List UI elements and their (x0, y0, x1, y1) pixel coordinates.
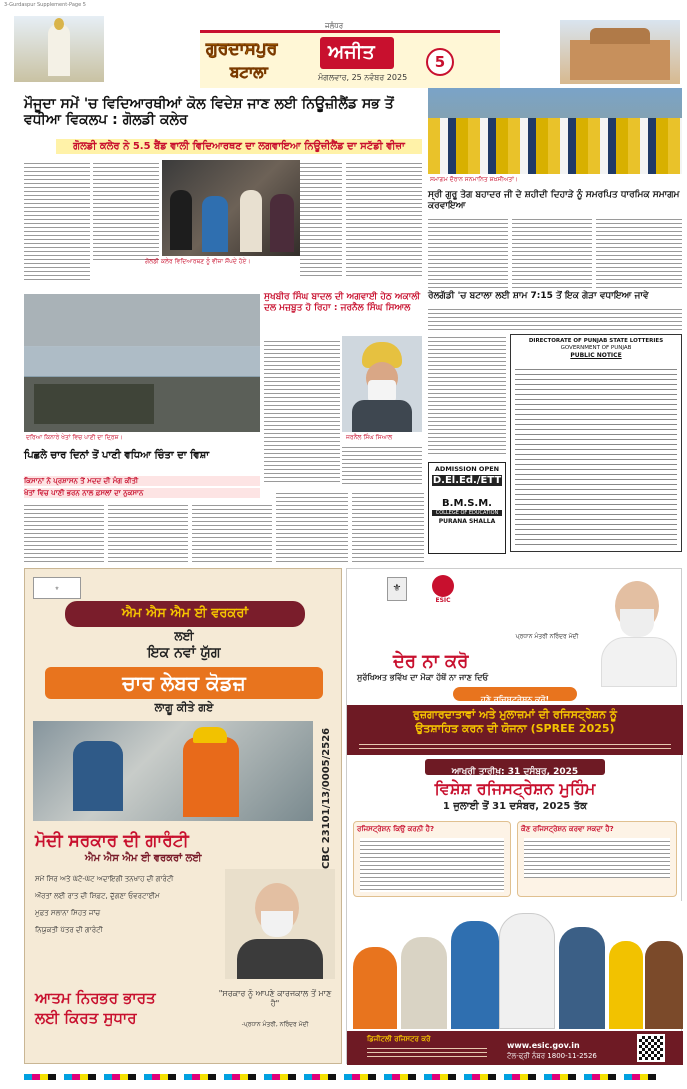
ad-left-top3: ਇਕ ਨਵਾਂ ਯੁੱਗ (147, 645, 221, 661)
story2-body-col3 (596, 216, 682, 288)
page-number: 5 (426, 48, 454, 76)
story1-headline: ਮੌਜੂਦਾ ਸਮੇਂ 'ਚ ਵਿਦਿਆਰਥੀਆਂ ਕੋਲ ਵਿਦੇਸ਼ ਜਾਣ ਲਈ ਨਿਊਜ਼ੀਲੈਂਡ ਸਭ ਤੋਂ ਵਧੀਆ ਵਿਕਲਪ : ਗੋਲਡੀ ਕਲੇਰ (24, 96, 394, 128)
ad-left-quote: "ਸਰਕਾਰ ਨੂੰ ਆਪਣੇ ਕਾਰਜਕਾਲ ਤੋਂ ਮਾਣ ਹੈ" (218, 989, 332, 1008)
paper-name: ਅਜੀਤ (328, 41, 375, 63)
notice-heading: PUBLIC NOTICE (570, 352, 622, 359)
ad-left-guarantee-sub: ਐਮ ਐਸ ਐਮ ਈ ਵਰਕਰਾਂ ਲਈ (85, 853, 202, 864)
esic-site[interactable]: www.esic.gov.in (507, 1041, 580, 1050)
esic-footer-left: ਡਿਜੀਟਲੀ ਰਜਿਸਟਰ ਕਰੋ (367, 1035, 431, 1043)
story1-body-col1 (24, 160, 90, 280)
story5-body-col3 (192, 502, 272, 564)
ad-left-guarantee: ਮੋਦੀ ਸਰਕਾਰ ਦੀ ਗਾਰੰਟੀ (35, 831, 189, 851)
esic-footer (347, 1031, 683, 1065)
paper-city: ਜਲੰਧਰ (325, 22, 344, 30)
temple-left-image (14, 16, 104, 82)
labour-codes-ad (24, 568, 342, 1064)
story4-headline2: ਦਲ ਮਜ਼ਬੂਤ ਹੋ ਰਿਹਾ : ਜਰਨੈਲ ਸਿੰਘ ਸਿਆਲ (264, 303, 411, 313)
esic-drive-dates: 1 ਜੁਲਾਈ ਤੋਂ 31 ਦਸੰਬਰ, 2025 ਤੱਕ (442, 801, 588, 812)
edition-title: ਗੁਰਦਾਸਪੁਰ (206, 39, 278, 59)
story4-headline-box (264, 292, 424, 334)
admission-place: PURANA SHALLA (438, 518, 496, 525)
story1-body-col2 (93, 160, 159, 260)
esic-pm-label: ਪ੍ਰਧਾਨ ਮੰਤਰੀ ਨਰਿੰਦਰ ਮੋਦੀ (515, 633, 579, 640)
ad-left-title-band (45, 667, 323, 699)
story5-headline: ਪਿਛਲੇ ਚਾਰ ਦਿਨਾਂ ਤੋਂ ਪਾਣੀ ਵਧਿਆ ਚਿੰਤਾ ਦਾ ਵਿਸ਼ਾ (24, 450, 210, 461)
esic-drive: ਵਿਸ਼ੇਸ਼ ਰਜਿਸਟ੍ਰੇਸ਼ਨ ਮੁਹਿੰਮ (434, 779, 596, 798)
notice-subtitle: GOVERNMENT OF PUNJAB (560, 345, 632, 351)
story1-subhead: ਗੋਲਡੀ ਕਲੇਰ ਨੇ 5.5 ਬੈਂਡ ਵਾਲੀ ਵਿਦਿਆਰਥਣ ਦਾ ਲਗਵਾਇਆ ਨਿਊਜ਼ੀਲੈਂਡ ਦਾ ਸਟੱਡੀ ਵੀਜ਼ਾ (56, 139, 422, 154)
story2-body-col1 (428, 216, 508, 288)
story1-photo (162, 160, 307, 256)
point-1: ਸਮੇਂ ਸਿਰ ਅਤੇ ਘੱਟੋ-ਘੱਟ ਅਦਾਇਗੀ ਤਨਖਾਹ ਦੀ ਗਾਰੰਟੀ (35, 875, 174, 883)
ad-left-slogan1: ਆਤਮ ਨਿਰਭਰ ਭਾਰਤ (35, 989, 156, 1007)
story3-body (428, 306, 682, 330)
ad-left-title-sub: ਲਾਗੂ ਕੀਤੇ ਗਏ (154, 701, 214, 714)
story4-body-col1 (264, 338, 340, 482)
lottery-notice (510, 334, 682, 552)
print-slug: 3-Gurdaspur Supplement-Page 5 (4, 2, 86, 8)
point-2: ਔਰਤਾਂ ਲਈ ਰਾਤ ਦੀ ਸ਼ਿਫ਼ਟ, ਦੁੱਗਣਾ ਓਵਰਟਾਈਮ (35, 892, 160, 900)
story5-body-col5 (352, 490, 424, 564)
esic-logo: ESIC (423, 575, 463, 605)
edition-subtitle: ਬਟਾਲਾ (230, 63, 268, 81)
story5-caption: ਦਰਿਆ ਕਿਨਾਰੇ ਖੇਤਾਂ ਵਿਚ ਪਾਣੀ ਦਾ ਦ੍ਰਿਸ਼। (26, 434, 123, 441)
story1-body-col3 (300, 160, 342, 276)
esic-title: ਦੇਰ ਨਾ ਕਰੋ (393, 651, 469, 672)
esic-ad (346, 568, 682, 1064)
story4-body-col2 (342, 444, 422, 484)
ad-left-code: CBC 23101/13/0005/2526 (321, 727, 332, 869)
esic-last-date-band (425, 759, 605, 775)
story4-caption: ਜਰਨੈਲ ਸਿੰਘ ਸਿਆਲ (346, 434, 393, 441)
story5-bullet1: ਕਿਸਾਨਾਂ ਨੇ ਪ੍ਰਸ਼ਾਸਨ ਤੋਂ ਮਦਦ ਦੀ ਮੰਗ ਕੀਤੀ (24, 476, 260, 486)
ad-left-top-band (65, 601, 305, 627)
pm-portrait-left (225, 869, 335, 979)
ad-left-quote-by: -ਪ੍ਰਧਾਨ ਮੰਤਰੀ, ਨਰਿੰਦਰ ਮੋਦੀ (241, 1021, 309, 1028)
admission-ad (428, 462, 506, 554)
masthead-band (200, 22, 500, 88)
issue-date: ਮੰਗਲਵਾਰ, 25 ਨਵੰਬਰ 2025 (318, 73, 408, 82)
esic-last-date: ਆਖਰੀ ਤਾਰੀਖ਼: 31 ਦਸੰਬਰ, 2025 (451, 767, 579, 777)
ad-left-top1: ਐਮ ਐਸ ਐਮ ਈ ਵਰਕਰਾਂ (121, 606, 249, 621)
story5-body-col1 (24, 502, 104, 564)
pm-portrait-right (593, 571, 681, 687)
ad-left-top2: ਲਈ (174, 629, 194, 643)
ad-left-points (35, 875, 215, 935)
story5-photo (24, 294, 260, 432)
story3-headline: ਰੇਲਗੱਡੀ 'ਚ ਬਟਾਲਾ ਲਈ ਸ਼ਾਮ 7:15 ਤੋਂ ਇਕ ਗੇੜਾ ਵਧਾਇਆ ਜਾਵੇ (428, 291, 649, 301)
story1-caption: ਗੋਲਡੀ ਕਲੇਰ ਵਿਦਿਆਰਥਣ ਨੂੰ ਵੀਜ਼ਾ ਸੌਂਪਦੇ ਹੋਏ। (145, 258, 251, 265)
esic-right-box: ਕੌਣ ਰਜਿਸਟ੍ਰੇਸ਼ਨ ਕਰਵਾ ਸਕਦਾ ਹੈ? (517, 821, 677, 897)
story3-body-2 (428, 334, 506, 454)
admission-college-name: COLLEGE OF EDUCATION (432, 510, 502, 516)
temple-right-image (560, 20, 680, 84)
story2-body-col2 (512, 216, 592, 288)
story5-body-col2 (108, 502, 188, 564)
qr-code-icon (637, 1034, 665, 1062)
esic-tollfree: ਟੋਲ-ਫ੍ਰੀ ਨੰਬਰ 1800-11-2526 (507, 1052, 597, 1060)
story2-headline: ਸ੍ਰੀ ਗੁਰੂ ਤੇਗ ਬਹਾਦਰ ਜੀ ਦੇ ਸ਼ਹੀਦੀ ਦਿਹਾੜੇ ਨੂੰ ਸਮਰਪਿਤ ਧਾਰਮਿਕ ਸਮਾਗਮ ਕਰਵਾਇਆ (428, 190, 680, 211)
point-4: ਨਿਯੁਕਤੀ ਪੱਤਰ ਦੀ ਗਾਰੰਟੀ (35, 926, 103, 934)
esic-register-badge: ਹੁਣੇ ਰਜਿਸਟ੍ਰੇਸ਼ਨ ਕਰੋ! (453, 687, 577, 701)
story4-headline: ਸੁਖਬੀਰ ਸਿੰਘ ਬਾਦਲ ਦੀ ਅਗਵਾਈ ਹੇਠ ਅਕਾਲੀ (264, 292, 421, 302)
esic-scheme2: ਉਤਸ਼ਾਹਿਤ ਕਰਨ ਦੀ ਯੋਜਨਾ (SPREE 2025) (415, 722, 615, 735)
notice-body (515, 365, 677, 547)
admission-course: D.El.Ed./ETT (432, 475, 502, 486)
esic-scheme1: ਰੁਜ਼ਗਾਰਦਾਤਾਵਾਂ ਅਤੇ ਮੁਲਾਜ਼ਮਾਂ ਦੀ ਰਜਿਸਟ੍ਰੇਸ਼ਨ ਨੂੰ (413, 708, 617, 721)
story4-portrait (342, 336, 422, 432)
story1-body-col4 (346, 160, 422, 278)
esic-scheme-band (347, 705, 683, 755)
ad-left-slogan2: ਲਈ ਕਿਰਤ ਸੁਧਾਰ (35, 1009, 137, 1027)
story5-body-col4 (276, 490, 348, 564)
point-3: ਮੁਫ਼ਤ ਸਲਾਨਾ ਸਿਹਤ ਜਾਂਚ (35, 909, 101, 917)
factory-workers-photo (33, 721, 313, 821)
govt-emblem-icon: ⚜ (33, 577, 81, 599)
story5-bullet2: ਖੇਤਾਂ ਵਿਚ ਪਾਣੀ ਭਰਨ ਨਾਲ ਫ਼ਸਲਾਂ ਦਾ ਨੁਕਸਾਨ (24, 488, 260, 498)
color-registration-strip (24, 1074, 664, 1080)
admission-college: B.M.S.M. (442, 498, 492, 509)
paper-logo (320, 37, 394, 69)
masthead (0, 16, 687, 86)
esic-sub: ਸੁਰੱਖਿਅਤ ਭਵਿੱਖ ਦਾ ਮੌਕਾ ਹੱਥੋਂ ਨਾ ਜਾਣ ਦਿਓ (357, 673, 489, 682)
esic-workers-photo (347, 901, 683, 1029)
esic-left-box: ਰਜਿਸਟ੍ਰੇਸ਼ਨ ਕਿਉਂ ਕਰਨੀ ਹੈ? (353, 821, 511, 897)
esic-logo-icon: ⚜ (387, 577, 407, 601)
notice-title: DIRECTORATE OF PUNJAB STATE LOTTERIES (528, 338, 664, 344)
ad-left-title: ਚਾਰ ਲੇਬਰ ਕੋਡਜ਼ (122, 671, 246, 695)
story2-caption: ਸਮਾਗਮ ਦੌਰਾਨ ਸਨਮਾਨਿਤ ਸ਼ਖ਼ਸੀਅਤਾਂ। (430, 176, 518, 183)
story2-photo (428, 88, 682, 174)
admission-title: ADMISSION OPEN (434, 465, 500, 473)
